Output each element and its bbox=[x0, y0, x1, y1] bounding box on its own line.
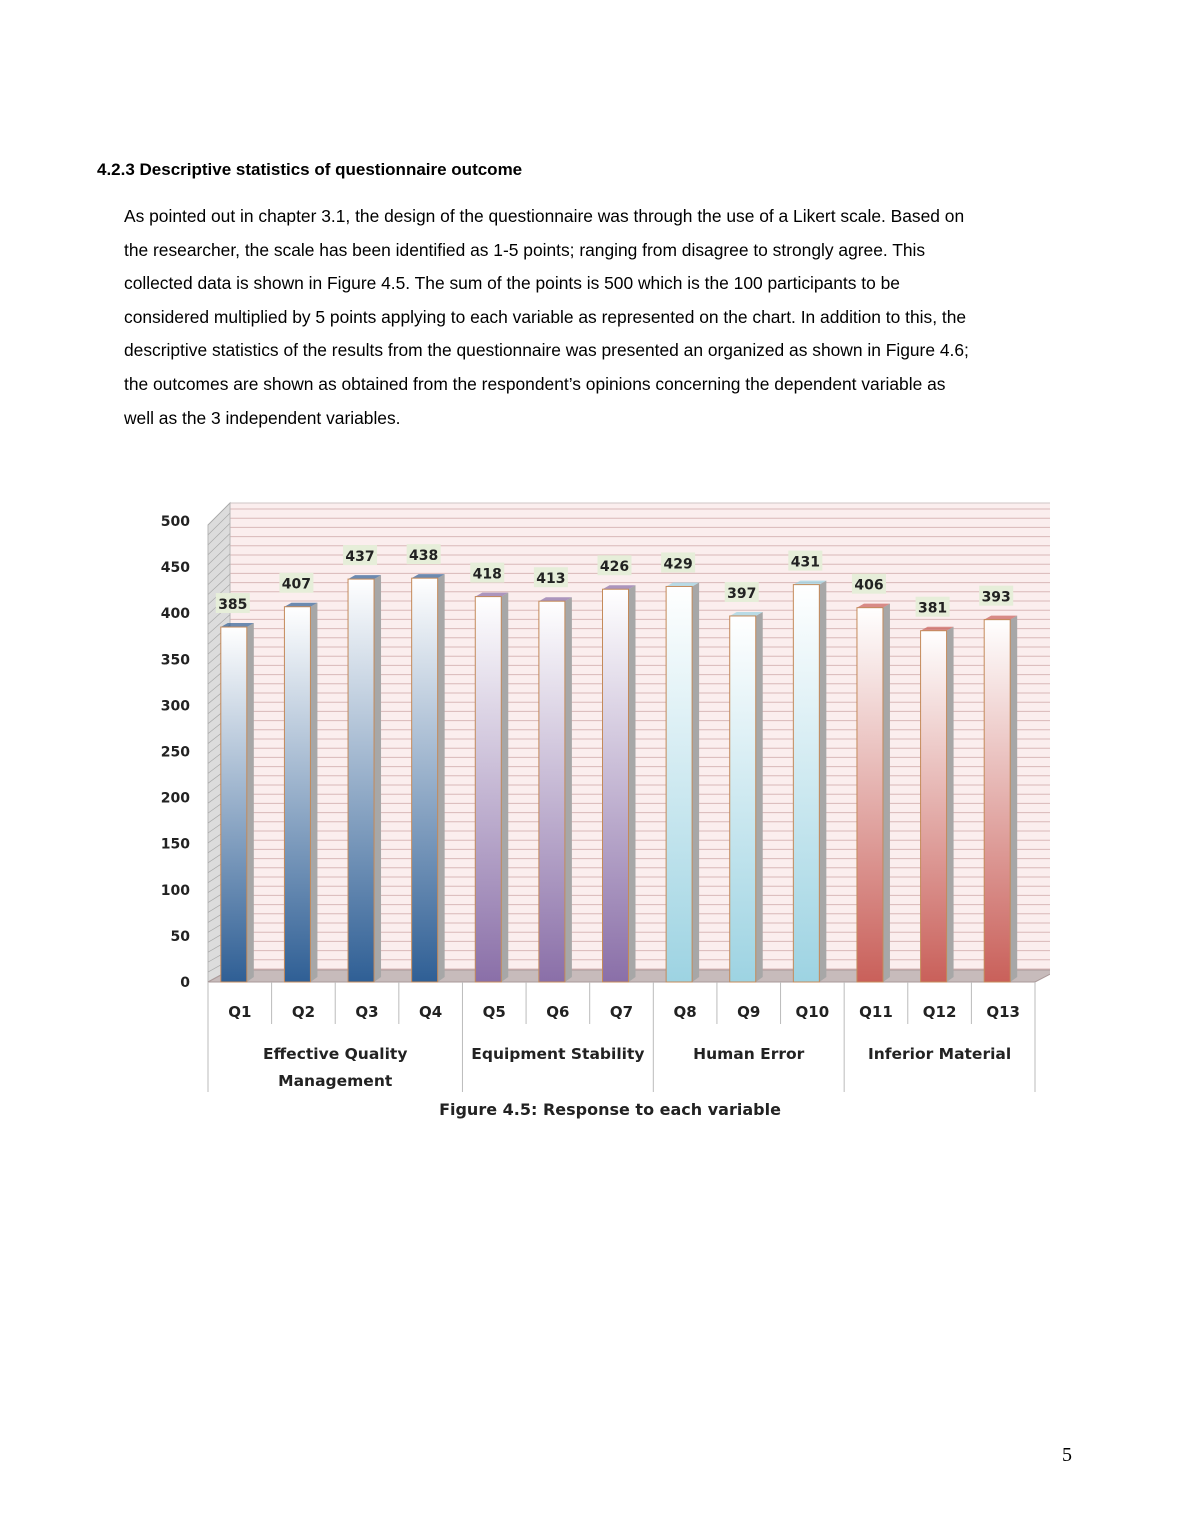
data-label: 431 bbox=[790, 554, 820, 571]
bar-q1 bbox=[221, 627, 247, 982]
y-tick-label: 250 bbox=[160, 744, 190, 761]
y-tick-label: 500 bbox=[160, 514, 190, 530]
x-tick-label: Q11 bbox=[859, 1003, 893, 1021]
x-tick-label: Q9 bbox=[737, 1003, 761, 1021]
bar-q13 bbox=[984, 620, 1010, 982]
bar-q5 bbox=[475, 597, 501, 982]
bar-side bbox=[756, 612, 763, 982]
data-label: 393 bbox=[981, 589, 1011, 606]
y-tick-label: 150 bbox=[160, 836, 190, 853]
bar-q8 bbox=[666, 586, 692, 982]
x-tick-label: Q12 bbox=[922, 1003, 957, 1021]
group-label: Inferior Material bbox=[867, 1045, 1012, 1063]
bar-q10 bbox=[793, 585, 819, 982]
y-tick-label: 50 bbox=[170, 928, 190, 945]
bar-q12 bbox=[921, 631, 947, 982]
y-tick-label: 450 bbox=[160, 560, 190, 577]
data-label: 397 bbox=[727, 585, 757, 602]
x-tick-label: Q8 bbox=[673, 1003, 697, 1021]
response-chart bbox=[150, 495, 1050, 1125]
data-label: 438 bbox=[409, 548, 439, 565]
group-label: Human Error bbox=[693, 1045, 805, 1063]
y-tick-label: 200 bbox=[160, 790, 190, 807]
bar-q3 bbox=[348, 579, 374, 982]
page-number: 5 bbox=[1062, 1444, 1072, 1466]
data-label: 406 bbox=[854, 577, 884, 594]
bar-chart-svg bbox=[150, 495, 1050, 1125]
data-label: 429 bbox=[663, 556, 693, 573]
paragraph-line: considered multiplied by 5 points applying to each variable as represented on the chart. In addition to this, the bbox=[124, 306, 967, 327]
bar-side bbox=[565, 597, 572, 982]
y-tick-label: 350 bbox=[160, 652, 190, 669]
x-tick-label: Q1 bbox=[228, 1003, 252, 1021]
bar-q9 bbox=[730, 616, 756, 982]
bar-side bbox=[883, 604, 890, 982]
bar-side bbox=[629, 585, 636, 982]
y-tick-label: 400 bbox=[160, 606, 190, 623]
bar-q2 bbox=[284, 607, 310, 982]
paragraph-line: collected data is shown in Figure 4.5. The sum of the points is 500 which is the 100 participants to be bbox=[124, 273, 900, 294]
data-label: 437 bbox=[345, 549, 375, 566]
bar-side bbox=[501, 593, 508, 982]
bar-side bbox=[692, 582, 699, 982]
bar-side bbox=[310, 603, 317, 982]
data-label: 413 bbox=[536, 571, 566, 588]
bar-side bbox=[374, 575, 381, 982]
x-tick-label: Q5 bbox=[482, 1003, 506, 1021]
data-label: 381 bbox=[917, 600, 948, 617]
group-label: Effective Quality bbox=[263, 1045, 408, 1063]
bar-side bbox=[247, 623, 254, 982]
bar-side bbox=[1010, 616, 1017, 982]
y-tick-label: 0 bbox=[180, 975, 190, 991]
paragraph-line: well as the 3 independent variables. bbox=[124, 407, 401, 428]
bar-q6 bbox=[539, 601, 565, 982]
data-label: 418 bbox=[472, 566, 502, 583]
y-tick-label: 100 bbox=[160, 882, 190, 899]
x-tick-label: Q3 bbox=[355, 1003, 379, 1021]
x-tick-label: Q2 bbox=[291, 1003, 316, 1021]
paragraph-line: the outcomes are shown as obtained from the respondent’s opinions concerning the dependent variable as bbox=[124, 373, 946, 394]
bar-side bbox=[819, 581, 826, 982]
x-tick-label: Q13 bbox=[986, 1003, 1021, 1021]
paragraph-line: As pointed out in chapter 3.1, the design of the questionnaire was through the use of a Likert scale. Based on bbox=[124, 206, 965, 226]
paragraph-line: the researcher, the scale has been identified as 1-5 points; ranging from disagree to strongly agree. This bbox=[124, 239, 926, 260]
bar-q11 bbox=[857, 608, 883, 982]
x-tick-label: Q10 bbox=[795, 1003, 830, 1021]
data-label: 426 bbox=[599, 559, 630, 576]
group-label: Management bbox=[278, 1072, 393, 1090]
bar-q4 bbox=[412, 578, 438, 982]
data-label: 385 bbox=[218, 597, 248, 614]
x-tick-label: Q4 bbox=[419, 1003, 443, 1021]
group-label: Equipment Stability bbox=[471, 1045, 645, 1063]
bar-side bbox=[438, 574, 445, 982]
data-label: 407 bbox=[281, 576, 312, 593]
paragraph-line: descriptive statistics of the results from the questionnaire was presented an organized as shown in Figure 4.6; bbox=[124, 340, 969, 361]
x-tick-label: Q7 bbox=[609, 1003, 634, 1021]
chart-title: Figure 4.5: Response to each variable bbox=[439, 1100, 781, 1119]
x-tick-label: Q6 bbox=[546, 1003, 570, 1021]
body-paragraph bbox=[124, 200, 1084, 435]
y-tick-label: 300 bbox=[160, 698, 190, 715]
bar-q7 bbox=[603, 589, 629, 982]
section-heading: 4.2.3 Descriptive statistics of questionnaire outcome bbox=[97, 160, 523, 179]
bar-side bbox=[947, 627, 954, 982]
